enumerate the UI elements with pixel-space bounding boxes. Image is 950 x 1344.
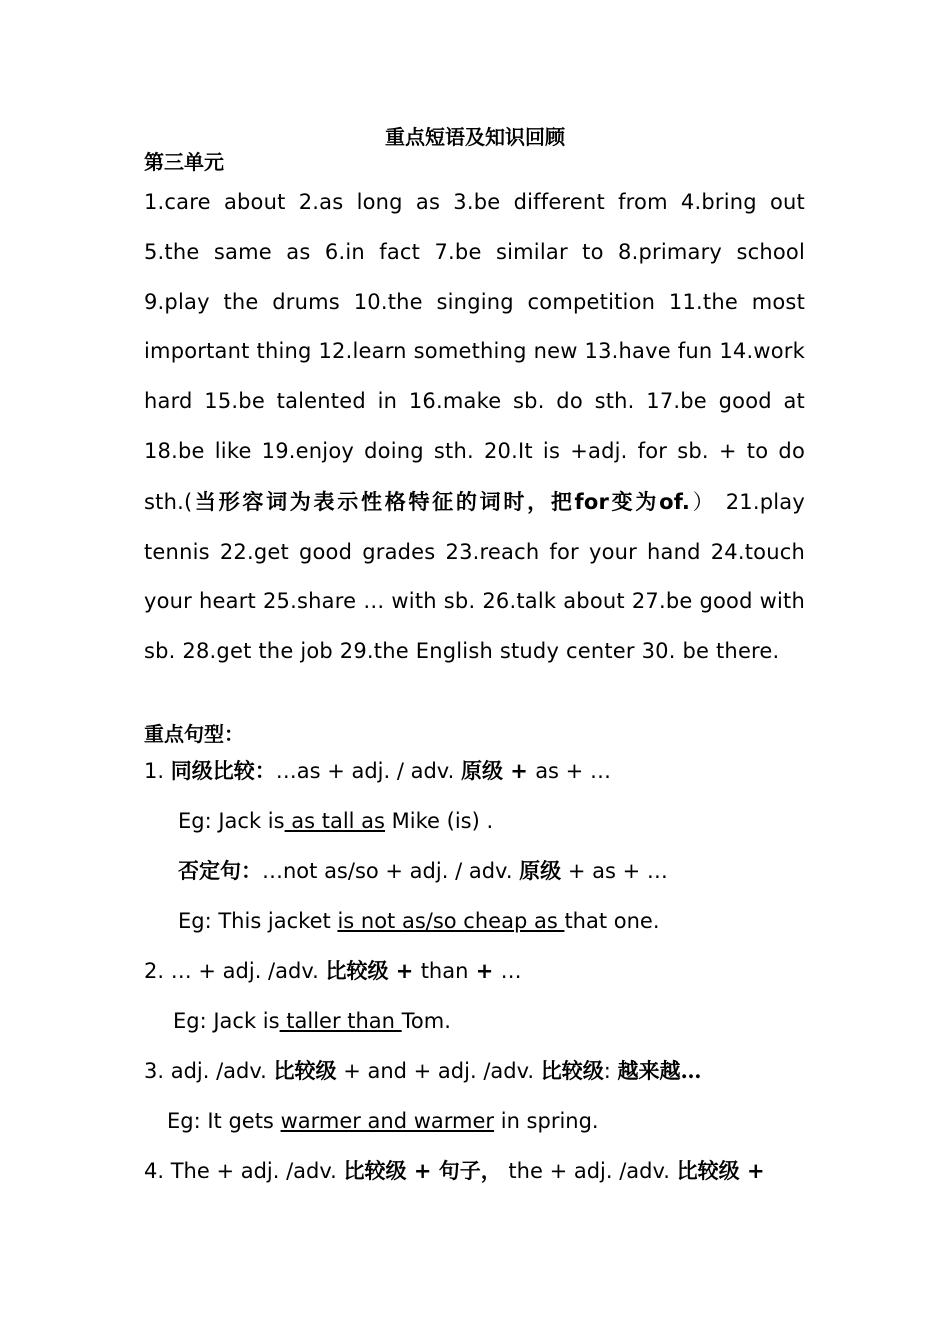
s1-eg-underline: as tall as xyxy=(284,809,385,833)
s4-text2: the + adj. /adv. xyxy=(501,1159,677,1183)
s2-cjk: 比较级 xyxy=(325,958,389,983)
s4-text1: 4. The + adj. /adv. xyxy=(144,1159,344,1183)
s2-text2: than xyxy=(420,959,469,983)
page-title: 重点短语及知识回顾 xyxy=(385,125,565,149)
phrase-note-change: 变为 xyxy=(609,488,660,514)
s3-eg-suffix: in spring. xyxy=(494,1109,599,1133)
s1-neg-text2: + as + … xyxy=(561,859,668,883)
phrase-text-part2: 21.play tennis 22.get good grades 23.reach for your hand 24.touch your heart 25.share … with sb. 26.talk about 27.be good with sb. 28.get the job 29.the English study center 30. be there. xyxy=(144,489,806,664)
s4-cjk2: 句子， xyxy=(438,1158,502,1183)
sentence-1-example xyxy=(178,806,493,836)
sentence-3 xyxy=(144,1056,702,1086)
phrase-note-of: of. xyxy=(659,489,691,514)
s3-text2: + and + adj. /adv. xyxy=(336,1059,541,1083)
s2-eg-suffix: Tom. xyxy=(401,1009,451,1033)
s4-plus2: + xyxy=(739,1159,765,1183)
s1-neg-text1: …not as/so + adj. / adv. xyxy=(262,859,520,883)
s4-cjk1: 比较级 xyxy=(343,1158,407,1183)
s2-eg-underline: taller than xyxy=(279,1009,402,1033)
sentence-2-example xyxy=(173,1006,451,1036)
phrase-note-close: ） xyxy=(690,489,717,514)
s1-num: 1. xyxy=(144,759,171,783)
s3-text3: : xyxy=(603,1059,618,1083)
unit-heading: 第三单元 xyxy=(144,150,224,174)
s1-neg-cjk2: 原级 xyxy=(519,858,562,883)
sentence-1-negative xyxy=(178,856,668,886)
s1-eg2-prefix: Eg: This jacket xyxy=(178,909,338,933)
sentence-4 xyxy=(144,1156,765,1186)
sentences-heading: 重点句型： xyxy=(144,722,244,746)
s3-cjk2: 比较级 xyxy=(540,1058,604,1083)
phrase-list xyxy=(144,178,805,677)
s4-cjk3: 比较级 xyxy=(676,1158,740,1183)
s1-cjk2: 原级 xyxy=(460,758,503,783)
s2-text3: … xyxy=(500,959,522,983)
s1-text2: as + … xyxy=(535,759,611,783)
s1-neg-cjk: 否定句： xyxy=(178,858,262,883)
s2-text1: 2. … + adj. /adv. xyxy=(144,959,326,983)
phrase-note-for: for xyxy=(574,489,610,514)
phrase-text-part1: 1.care about 2.as long as 3.be different from 4.bring out 5.the same as 6.in fact 7.be similar to 8.primary school 9.play the drums 10.the singing competition 11.the most important thing 12.learn something new 13.have fun 14.work hard 15.be talented in 16.make sb. do sth. 17.be good at 18.be like 19.enjoy doing sth. 20.It is +adj. for sb. + to do sth.( xyxy=(144,190,805,514)
s3-text1: 3. adj. /adv. xyxy=(144,1059,274,1083)
s1-eg-prefix: Eg: Jack is xyxy=(178,809,285,833)
phrase-note-cjk: 当形容词为表示性格特征的词时，把 xyxy=(192,488,575,514)
s3-eg-underline: warmer and warmer xyxy=(280,1109,495,1133)
s4-plus1: + xyxy=(406,1159,439,1183)
sentence-3-example xyxy=(167,1106,599,1136)
s3-eg-prefix: Eg: It gets xyxy=(167,1109,281,1133)
s1-plus: + xyxy=(502,759,536,783)
sentence-1 xyxy=(144,756,611,786)
s1-eg2-suffix: that one. xyxy=(564,909,660,933)
s3-cjk3: 越来越… xyxy=(617,1058,702,1083)
sentence-1-negative-example xyxy=(178,906,660,936)
s2-plus2: + xyxy=(468,959,501,983)
s3-cjk1: 比较级 xyxy=(273,1058,337,1083)
s1-eg2-underline: is not as/so cheap as xyxy=(337,909,565,933)
sentence-2 xyxy=(144,956,522,986)
s1-text1: …as + adj. / adv. xyxy=(275,759,461,783)
s2-eg-prefix: Eg: Jack is xyxy=(173,1009,280,1033)
s1-cjk1: 同级比较： xyxy=(170,758,276,783)
s2-plus1: + xyxy=(388,959,421,983)
s1-eg-suffix: Mike (is) . xyxy=(385,809,494,833)
